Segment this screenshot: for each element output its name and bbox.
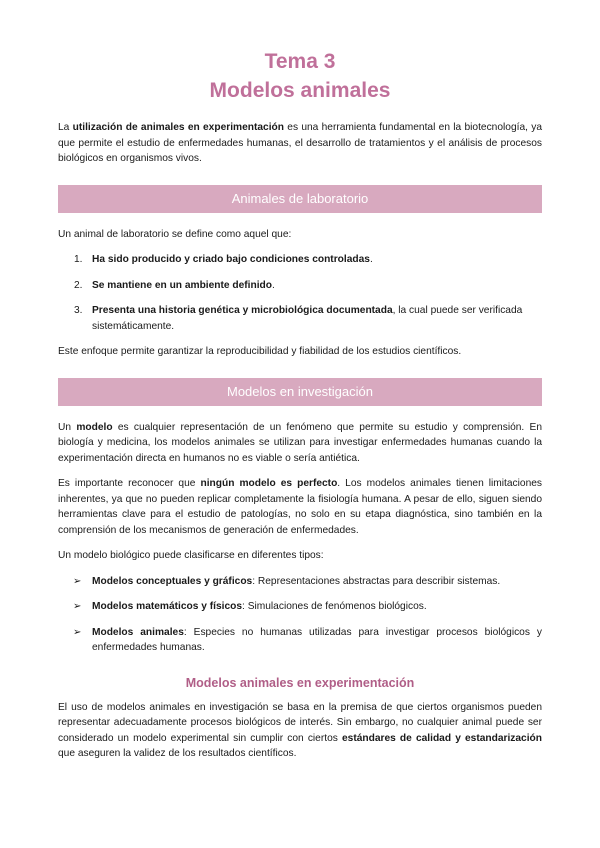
list-item-bold: Modelos matemáticos y físicos (92, 601, 243, 612)
list-number: 2. (74, 279, 83, 291)
list-item (58, 252, 542, 268)
section2-paragraph-3: Un modelo biológico puede clasificarse en diferentes tipos: (58, 550, 324, 561)
section3-paragraph (58, 700, 542, 762)
list-item-rest: , la cual puede ser verificada sistemáticamente. (92, 305, 523, 332)
intro-paragraph (58, 120, 542, 167)
paragraph-bold: estándares de calidad y estandarización (341, 732, 542, 744)
paragraph-bold: modelo (76, 421, 113, 433)
paragraph-bold: ningún modelo es perfecto (200, 478, 338, 489)
list-item (58, 625, 542, 656)
list-item-bold: Ha sido producido y criado bajo condiciones controladas (92, 254, 370, 265)
section-heading-animales-de-laboratorio: Animales de laboratorio (58, 185, 542, 213)
section2-paragraph-2 (58, 476, 542, 538)
intro-text-pre: La (58, 122, 73, 133)
list-item-rest: : Especies no humanas utilizadas para investigar procesos biológicos y enfermedades humanas. (92, 626, 542, 653)
list-item-rest: : Simulaciones de fenómenos biológicos. (242, 601, 427, 612)
intro-text-post: es una herramienta fundamental en la biotecnología, ya que permite el estudio de enfermedades humanas, el desarrollo de tratamientos y el análisis de procesos biológicos en organismos vivos. (58, 122, 542, 164)
list-number: 3. (74, 305, 83, 316)
list-item (58, 303, 542, 334)
arrow-bullet-icon: ➢ (73, 626, 82, 638)
intro-text-bold: utilización de animales en experimentación (72, 122, 284, 133)
paragraph-text: que aseguren la validez de los resultados científicos. (58, 748, 297, 759)
list-item (58, 278, 542, 294)
section-heading-modelos-en-investigacion: Modelos en investigación (58, 378, 542, 406)
section1-closing: Este enfoque permite garantizar la reproducibilidad y fiabilidad de los estudios científicos. (58, 346, 462, 357)
list-item-rest: . (369, 254, 373, 265)
list-item-rest: : Representaciones abstractas para describir sistemas. (252, 575, 501, 587)
model-types-list (58, 574, 542, 656)
list-item-bold: Se mantiene en un ambiente definido (92, 279, 273, 291)
list-item-bold: Modelos conceptuales y gráficos (92, 575, 253, 587)
list-item-bold: Presenta una historia genética y microbiológica documentada (92, 305, 393, 316)
paragraph-text: El uso de modelos animales en investigación se basa en la premisa de que ciertos organismos pueden representar adecuadamente procesos biológicos de interés. Sin embargo, no cualquier animal puede ser considerado un modelo experimental sin cumplir con ciertos (58, 701, 542, 744)
section2-paragraph-1 (58, 420, 542, 467)
page-subtitle: Modelos animales (209, 79, 391, 102)
paragraph-text: . Los modelos animales tienen limitaciones inherentes, ya que no pueden replicar completamente la fisiología humana. A pesar de ello, siguen siendo herramientas clave para el estudio de patologías, no solo en su etapa diagnóstica, sino también en la comprensión de los mecanismos de generación de enfermedades. (58, 478, 542, 536)
list-number: 1. (74, 254, 83, 265)
paragraph-text: Es importante reconocer que (58, 478, 201, 489)
list-item-rest: . (272, 279, 275, 291)
section1-lead: Un animal de laboratorio se define como aquel que: (58, 228, 292, 240)
paragraph-text: es cualquier representación de un fenómeno que permite su estudio y comprensión. En biología y medicina, los modelos animales se utilizan para investigar enfermedades humanas cuando la experimentación directa en humanos no es viable o sería antiética. (58, 421, 542, 464)
arrow-bullet-icon: ➢ (73, 601, 82, 612)
page-title: Tema 3 (264, 50, 336, 73)
subheading-modelos-animales-en-experimentacion: Modelos animales en experimentación (185, 675, 415, 690)
list-item (58, 574, 542, 590)
arrow-bullet-icon: ➢ (73, 575, 82, 587)
list-item-bold: Modelos animales (92, 626, 184, 638)
paragraph-text: Un (58, 421, 77, 433)
list-item (58, 599, 542, 615)
requirements-list (58, 252, 542, 334)
